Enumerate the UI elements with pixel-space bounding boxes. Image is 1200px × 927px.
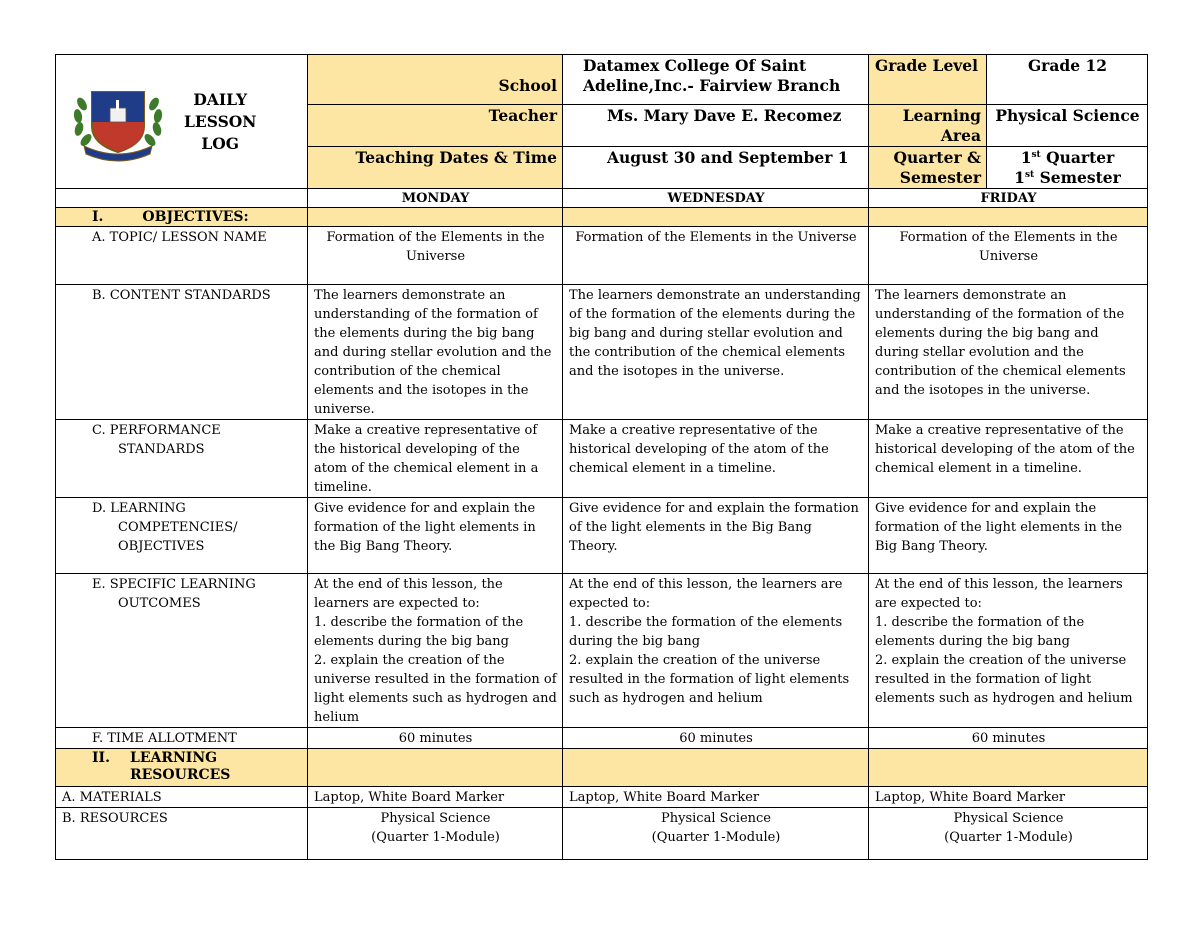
section-cell [308,208,563,227]
learning-area-label: Learning Area [869,105,987,147]
topic-wednesday: Formation of the Elements in the Universe [563,227,869,285]
resource-title: Physical Science [953,811,1064,826]
outcomes-item: 1. describe the formation of the elements during the big bang [569,615,843,649]
time-wednesday: 60 minutes [563,728,869,749]
outcomes-item: 2. explain the creation of the universe resulted in the formation of light elements such as hydrogen and helium [569,653,850,706]
resources-friday [869,808,1148,860]
resource-module: (Quarter 1-Module) [651,830,781,845]
quarter-value: 1st Quarter [1020,148,1115,167]
table-row [56,787,1148,808]
competencies-monday: Give evidence for and explain the formation of the light elements in the Big Bang Theory. [308,498,563,574]
teacher-value: Ms. Mary Dave E. Recomez [563,105,869,147]
school-value: Datamex College Of Saint Adeline,Inc.- Fairview Branch [563,55,869,105]
table-row [56,285,1148,420]
title-line: LOG [201,133,240,153]
day-header-blank [56,189,308,208]
outcomes-intro: At the end of this lesson, the learners are expected to: [875,577,1123,611]
table-row [56,420,1148,498]
semester-value: 1st Semester [1014,168,1121,187]
outcomes-item: 2. explain the creation of the universe resulted in the formation of light elements such as hydrogen and helium [875,653,1133,706]
grade-level-value: Grade 12 [987,55,1148,105]
materials-monday: Laptop, White Board Marker [308,787,563,808]
performance-monday: Make a creative representative of the historical developing of the atom of the chemical element in a timeline. [308,420,563,498]
outcomes-intro: At the end of this lesson, the learners are expected to: [569,577,843,611]
competencies-wednesday: Give evidence for and explain the formation of the light elements in the Big Bang Theory. [563,498,869,574]
materials-friday: Laptop, White Board Marker [869,787,1148,808]
learning-area-value: Physical Science [987,105,1148,147]
section-cell [563,749,869,787]
row-label-topic: A. TOPIC/ LESSON NAME [56,227,308,285]
section-objectives: I. OBJECTIVES: [56,208,308,227]
teaching-dates-value: August 30 and September 1 [563,147,869,189]
outcomes-wednesday [563,574,869,728]
table-row [56,728,1148,749]
content-monday: The learners demonstrate an understanding of the formation of the elements during the big bang and during stellar evolution and the contribution of the chemical elements and the isotopes in the universe. [308,285,563,420]
document-title [184,89,256,155]
time-friday: 60 minutes [869,728,1148,749]
section-cell [563,208,869,227]
row-label-content: B. CONTENT STANDARDS [56,285,308,420]
quarter-semester-label: Quarter & Semester [869,147,987,189]
row-label-time: F. TIME ALLOTMENT [56,728,308,749]
teaching-dates-label: Teaching Dates & Time [308,147,563,189]
section-cell [869,749,1148,787]
table-row [56,227,1148,285]
table-row [56,574,1148,728]
performance-friday: Make a creative representative of the historical developing of the atom of the chemical element in a timeline. [869,420,1148,498]
time-monday: 60 minutes [308,728,563,749]
competencies-friday: Give evidence for and explain the formation of the light elements in the Big Bang Theory. [869,498,1148,574]
logo-title-cell [56,55,308,189]
outcomes-friday [869,574,1148,728]
quarter-semester-value [987,147,1148,189]
day-header-monday: MONDAY [308,189,563,208]
outcomes-item: 1. describe the formation of the elements during the big bang [314,615,524,649]
resource-module: (Quarter 1-Module) [944,830,1073,845]
content-wednesday: The learners demonstrate an understanding of the formation of the elements during the big bang and during stellar evolution and the contribution of the chemical elements and the isotopes in the universe. [563,285,869,420]
topic-friday: Formation of the Elements in the Universe [869,227,1148,285]
grade-level-label: Grade Level [869,55,987,105]
daily-lesson-log [55,54,1147,860]
resources-wednesday [563,808,869,860]
title-line: DAILY [193,89,248,109]
row-label-outcomes: E. SPECIFIC LEARNING OUTCOMES [56,574,308,728]
section-resources-label: LEARNING RESOURCES [130,750,231,783]
day-header-friday: FRIDAY [869,189,1148,208]
row-label-materials: A. MATERIALS [56,787,308,808]
school-logo [70,82,166,162]
outcomes-intro: At the end of this lesson, the learners are expected to: [314,577,503,611]
table-row [56,498,1148,574]
table-row [56,808,1148,860]
teacher-label: Teacher [308,105,563,147]
row-label-competencies: D. LEARNING COMPETENCIES/ OBJECTIVES [56,498,308,574]
resource-title: Physical Science [380,811,491,826]
materials-wednesday: Laptop, White Board Marker [563,787,869,808]
section-resources: II. LEARNING RESOURCES [56,749,308,787]
title-line: LESSON [184,111,257,131]
performance-wednesday: Make a creative representative of the historical developing of the atom of the chemical element in a timeline. [563,420,869,498]
day-header-wednesday: WEDNESDAY [563,189,869,208]
resource-title: Physical Science [661,811,771,826]
topic-monday: Formation of the Elements in the Universe [308,227,563,285]
outcomes-item: 2. explain the creation of the universe resulted in the formation of light elements such as hydrogen and helium [314,653,557,725]
row-label-performance: C. PERFORMANCE STANDARDS [56,420,308,498]
outcomes-item: 1. describe the formation of the elements during the big bang [875,615,1085,649]
resource-module: (Quarter 1-Module) [371,830,500,845]
content-friday: The learners demonstrate an understanding of the formation of the elements during the big bang and during stellar evolution and the contribution of the chemical elements and the isotopes in the universe. [869,285,1148,420]
section-cell [869,208,1148,227]
resources-monday [308,808,563,860]
school-label: School [308,55,563,105]
row-label-resources: B. RESOURCES [56,808,308,860]
outcomes-monday [308,574,563,728]
section-cell [308,749,563,787]
lesson-log-table [55,54,1148,860]
